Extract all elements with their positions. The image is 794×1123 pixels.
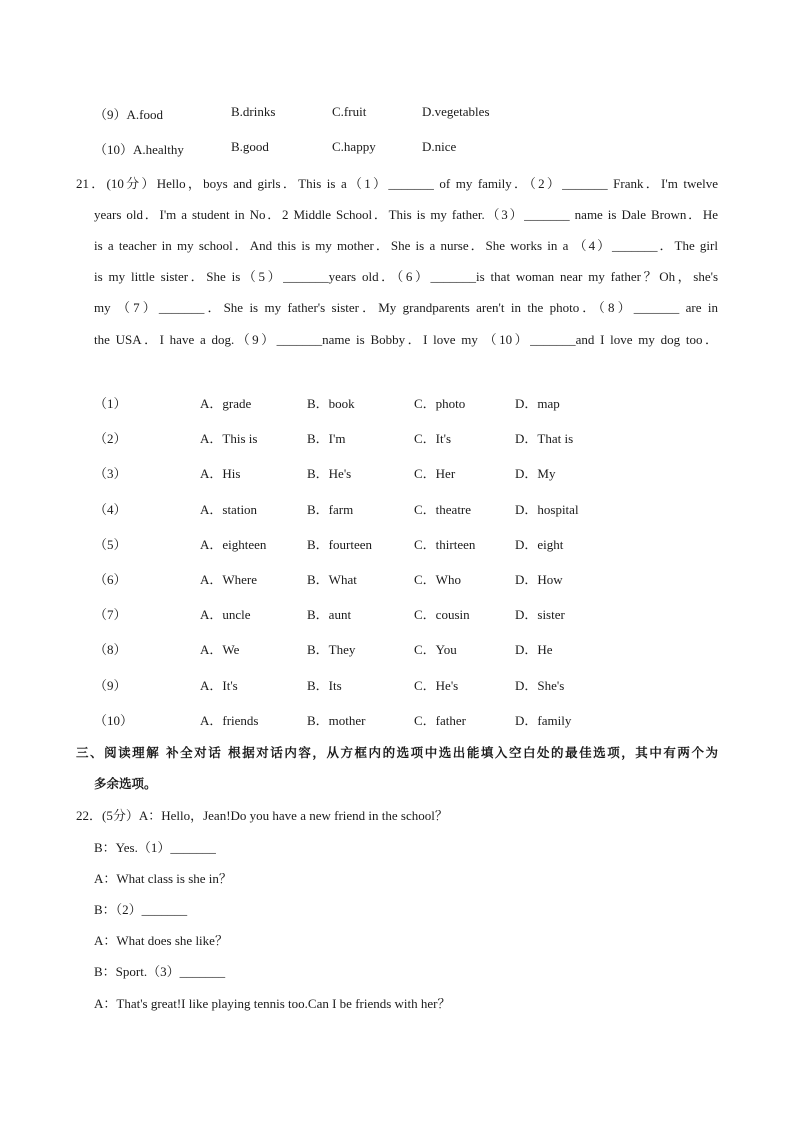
q22-line-7: A：That's great!I like playing tennis too.Can I be friends with her？ — [94, 996, 451, 1011]
q22-line-5: A：What does she like？ — [94, 933, 228, 948]
q21-option-a: A．station — [200, 502, 258, 517]
q20-option-row-9 — [94, 104, 714, 122]
q21-option-num: （10） — [94, 713, 134, 728]
q21-option-a: A．eighteen — [200, 537, 267, 552]
q21-option-row — [94, 639, 694, 657]
q21-option-b: B．I'm — [307, 431, 346, 446]
q21-option-a: A．uncle — [200, 607, 251, 622]
q21-option-row — [94, 675, 694, 693]
q21-option-c: C．thirteen — [414, 537, 476, 552]
section-3-heading-cont: 多余选项。 — [94, 776, 157, 791]
q20-9-a: （9）A.food — [94, 107, 163, 122]
section-3-heading: 三、阅读理解 补全对话 根据对话内容，从方框内的选项中选出能填入空白处的最佳选项，其中有两个为 — [76, 745, 718, 760]
q21-option-num: （9） — [94, 678, 127, 693]
q21-option-c: C．It's — [414, 431, 452, 446]
q22-line-3: A：What class is she in？ — [94, 871, 232, 886]
q21-option-num: （3） — [94, 466, 127, 481]
q21-option-num: （5） — [94, 537, 127, 552]
q20-9-d: D.vegetables — [422, 104, 490, 119]
q20-10-c: C.happy — [332, 139, 376, 154]
q21-option-b: B．book — [307, 396, 355, 411]
q21-option-d: D．sister — [515, 607, 565, 622]
q21-option-b: B．He's — [307, 466, 352, 481]
q22-line-6: B：Sport.（3）_______ — [94, 964, 226, 979]
q21-option-row — [94, 428, 694, 446]
q21-option-num: （8） — [94, 642, 127, 657]
q21-option-d: D．That is — [515, 431, 574, 446]
q21-option-c: C．theatre — [414, 502, 472, 517]
q21-option-row — [94, 710, 694, 728]
q21-option-a: A．Where — [200, 572, 258, 587]
q21-option-row — [94, 569, 694, 587]
q21-option-c: C．Her — [414, 466, 456, 481]
q21-option-b: B．Its — [307, 678, 342, 693]
q21-line-5: my （7）_______．She is my father's sister．My grandparents aren't in the photo．（8）_______ are in — [94, 300, 718, 315]
q20-10-a: （10）A.healthy — [94, 142, 184, 157]
q21-option-row — [94, 534, 694, 552]
q20-10-d: D.nice — [422, 139, 457, 154]
q20-10-b: B.good — [231, 139, 269, 154]
q21-option-c: C．cousin — [414, 607, 470, 622]
q21-line-4: is my little sister．She is（5）_______years old．（6）_______is that woman near my father？Oh，she's — [94, 269, 718, 284]
q21-option-row — [94, 393, 694, 411]
q21-option-num: （4） — [94, 502, 127, 517]
q21-option-c: C．father — [414, 713, 466, 728]
q21-option-num: （6） — [94, 572, 127, 587]
q21-option-c: C．photo — [414, 396, 466, 411]
q21-option-d: D．How — [515, 572, 563, 587]
q21-option-c: C．He's — [414, 678, 459, 693]
q20-option-row-10 — [94, 139, 714, 157]
q21-line-6: the USA．I have a dog.（9）_______name is Bobby．I love my （10）_______and I love my dog too． — [94, 332, 718, 347]
q21-option-d: D．hospital — [515, 502, 579, 517]
q21-line-3: is a teacher in my school．And this is my mother．She is a nurse．She works in a （4）_______．The girl — [94, 238, 718, 253]
q20-9-c: C.fruit — [332, 104, 367, 119]
q21-option-a: A．This is — [200, 431, 258, 446]
q21-option-d: D．She's — [515, 678, 565, 693]
q21-option-c: C．You — [414, 642, 457, 657]
q21-option-a: A．grade — [200, 396, 252, 411]
q21-option-d: D．He — [515, 642, 553, 657]
q21-option-a: A．His — [200, 466, 241, 481]
q21-option-d: D．My — [515, 466, 556, 481]
q21-option-d: D．map — [515, 396, 560, 411]
q21-option-row — [94, 463, 694, 481]
q21-option-a: A．We — [200, 642, 240, 657]
q21-line-2: years old．I'm a student in No．2 Middle School．This is my father.（3）_______ name is Dale Brown．He — [94, 207, 718, 222]
q21-option-b: B．fourteen — [307, 537, 372, 552]
q22-line-2: B：Yes.（1）_______ — [94, 840, 216, 855]
q21-line-1: 21．(10分）Hello，boys and girls．This is a（1）_______ of my family．（2）_______ Frank．I'm twelve — [76, 176, 718, 191]
q20-9-b: B.drinks — [231, 104, 276, 119]
q21-option-b: B．What — [307, 572, 357, 587]
q21-option-num: （7） — [94, 607, 127, 622]
q22-line-4: B：（2）_______ — [94, 902, 188, 917]
q21-option-b: B．aunt — [307, 607, 352, 622]
q21-option-a: A．It's — [200, 678, 238, 693]
q21-option-row — [94, 499, 694, 517]
q21-option-num: （2） — [94, 431, 127, 446]
q21-option-b: B．They — [307, 642, 356, 657]
q21-option-d: D．family — [515, 713, 572, 728]
q21-option-d: D．eight — [515, 537, 564, 552]
q21-option-a: A．friends — [200, 713, 259, 728]
q22-line-1: 22．(5分）A：Hello，Jean!Do you have a new friend in the school？ — [76, 808, 448, 823]
q21-option-row — [94, 604, 694, 622]
q21-option-num: （1） — [94, 396, 127, 411]
q21-option-b: B．farm — [307, 502, 354, 517]
q21-option-b: B．mother — [307, 713, 366, 728]
q21-option-c: C．Who — [414, 572, 461, 587]
